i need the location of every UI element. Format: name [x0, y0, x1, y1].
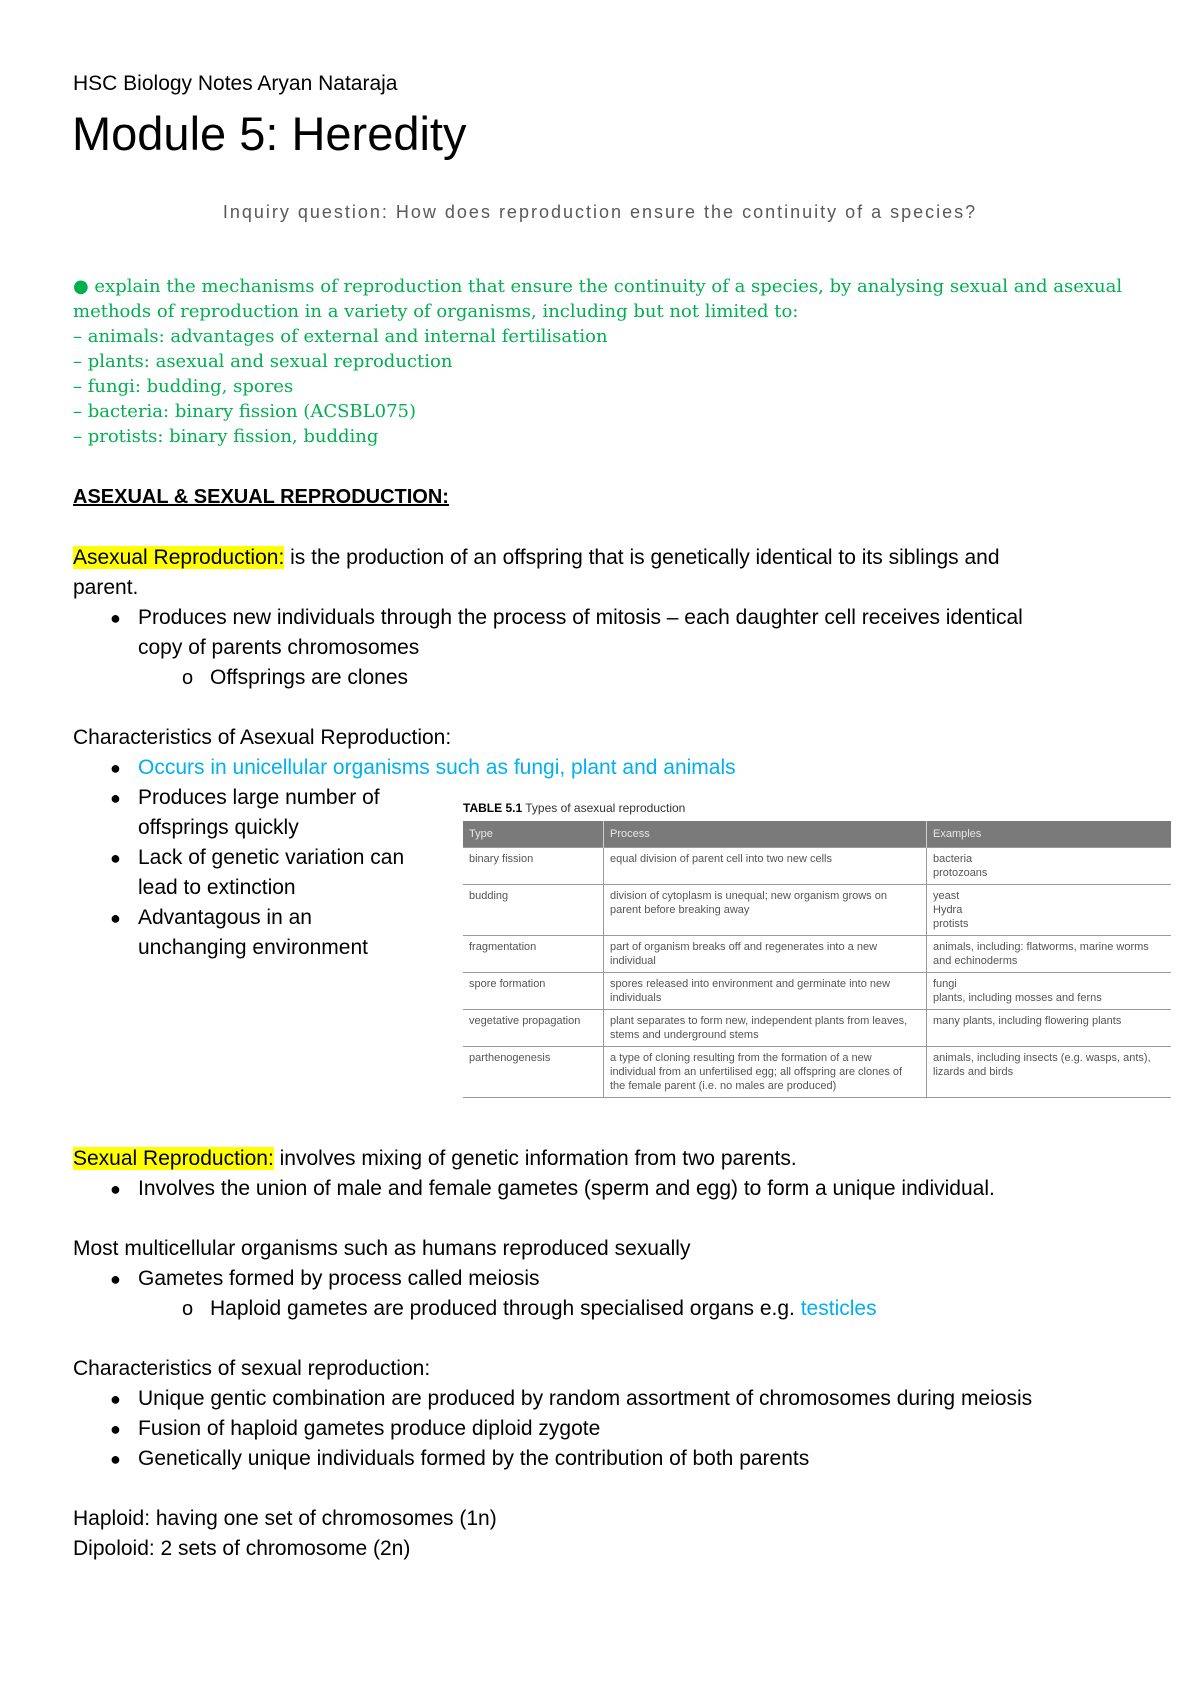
bullet-icon: ● — [110, 758, 121, 778]
cell-type: spore formation — [463, 973, 604, 1010]
table — [463, 821, 1171, 1098]
cell-process: equal division of parent cell into two new cells — [604, 848, 927, 885]
bullet-icon: ● — [110, 1449, 121, 1469]
table-row — [463, 1010, 1171, 1047]
haploid-definition: Haploid: having one set of chromosomes (1n) — [73, 1507, 497, 1530]
asexual-definition-text: is the production of an offspring that is genetically identical to its siblings and — [284, 546, 1000, 569]
asexual-characteristic — [110, 843, 404, 903]
asexual-sub-bullet — [182, 663, 408, 693]
bullet-text: Genetically unique individuals formed by the contribution of both parents — [138, 1447, 810, 1470]
cell-examples: animals, including: flatworms, marine worms and echinoderms — [927, 936, 1172, 973]
asexual-term: Asexual Reproduction: — [73, 546, 285, 569]
sexual-definition — [73, 1144, 797, 1174]
bullet-text: Gametes formed by process called meiosis — [138, 1267, 540, 1290]
asexual-bullet — [110, 603, 1023, 663]
bullet-text: Involves the union of male and female gametes (sperm and egg) to form a unique individual. — [138, 1177, 995, 1200]
sexual-characteristic — [110, 1444, 809, 1474]
circle-bullet-icon: o — [182, 1298, 194, 1320]
syllabus-outcomes — [73, 274, 1153, 449]
sexual-definition-text: involves mixing of genetic information from two parents. — [273, 1147, 797, 1170]
column-header: Type — [463, 821, 604, 848]
bullet-text: Occurs in unicellular organisms such as fungi, plant and animals — [138, 756, 736, 779]
bullet-icon: ● — [110, 608, 121, 628]
bullet-text: Produces large number of — [138, 786, 380, 809]
table-row — [463, 848, 1171, 885]
bullet-text: Fusion of haploid gametes produce diploid zygote — [138, 1417, 601, 1440]
section-heading: ASEXUAL & SEXUAL REPRODUCTION: — [73, 486, 449, 508]
asexual-types-table — [463, 801, 1171, 1098]
table-row — [463, 936, 1171, 973]
sexual-characteristic — [110, 1414, 600, 1444]
circle-bullet-icon: o — [182, 667, 194, 689]
diploid-definition: Dipoloid: 2 sets of chromosome (2n) — [73, 1537, 411, 1560]
bullet-text: Advantagous in an — [138, 906, 312, 929]
bullet-icon: ● — [110, 1389, 121, 1409]
cell-process: plant separates to form new, independent plants from leaves, stems and underground stems — [604, 1010, 927, 1047]
asexual-characteristics-heading: Characteristics of Asexual Reproduction: — [73, 726, 452, 749]
cell-process: part of organism breaks off and regenerates into a new individual — [604, 936, 927, 973]
bullet-text: Haploid gametes are produced through specialised organs e.g. — [210, 1297, 801, 1320]
column-header: Examples — [927, 821, 1172, 848]
cell-process: a type of cloning resulting from the formation of a new individual from an unfertilised egg; all offspring are clones of the female parent (i.e. no males are produced) — [604, 1047, 927, 1098]
table-row — [463, 973, 1171, 1010]
table-row — [463, 1047, 1171, 1098]
asexual-characteristic — [110, 903, 368, 963]
sexual-sub-bullet — [182, 1294, 877, 1324]
bullet-icon: ● — [110, 848, 121, 868]
bullet-text: Unique gentic combination are produced by random assortment of chromosomes during meiosis — [138, 1387, 1033, 1410]
inquiry-question: Inquiry question: How does reproduction ensure the continuity of a species? — [222, 202, 978, 222]
module-title: Module 5: Heredity — [72, 107, 467, 160]
bullet-icon: ● — [110, 788, 121, 808]
bullet-text: copy of parents chromosomes — [138, 636, 420, 659]
table-header-row — [463, 821, 1171, 848]
outcome-item: – plants: asexual and sexual reproduction — [73, 351, 453, 372]
asexual-characteristic — [110, 783, 380, 843]
table-row — [463, 885, 1171, 936]
bullet-icon: ● — [110, 908, 121, 928]
table-caption-label: TABLE 5.1 — [463, 801, 523, 815]
cell-process: division of cytoplasm is unequal; new organism grows on parent before breaking away — [604, 885, 927, 936]
cell-examples: animals, including insects (e.g. wasps, ants), lizards and birds — [927, 1047, 1172, 1098]
bullet-text: Produces new individuals through the process of mitosis – each daughter cell receives identical — [138, 606, 1023, 629]
bullet-text: unchanging environment — [138, 936, 368, 959]
cell-examples: bacteria protozoans — [927, 848, 1172, 885]
sexual-bullet — [110, 1264, 540, 1294]
outcome-item: – bacteria: binary fission (ACSBL075) — [73, 401, 416, 422]
outcome-intro: ● explain the mechanisms of reproduction that ensure the continuity of a species, by analysing sexual and asexual methods of reproduction in a variety of organisms, including but not limited to: — [73, 276, 1123, 322]
bullet-icon: ● — [110, 1269, 121, 1289]
column-header: Process — [604, 821, 927, 848]
asexual-characteristic — [110, 753, 736, 783]
cell-examples: yeast Hydra protists — [927, 885, 1172, 936]
sexual-term: Sexual Reproduction: — [73, 1147, 274, 1170]
bullet-icon: ● — [110, 1179, 121, 1199]
cell-type: fragmentation — [463, 936, 604, 973]
outcome-item: – animals: advantages of external and internal fertilisation — [73, 326, 608, 347]
asexual-definition-text: parent. — [73, 576, 139, 599]
cell-examples: many plants, including flowering plants — [927, 1010, 1172, 1047]
cell-process: spores released into environment and germinate into new individuals — [604, 973, 927, 1010]
header-line: HSC Biology Notes Aryan Nataraja — [73, 72, 398, 95]
bullet-text: Lack of genetic variation can — [138, 846, 405, 869]
asexual-definition — [73, 543, 1163, 603]
bullet-text: offsprings quickly — [138, 816, 299, 839]
sexual-bullet — [110, 1174, 995, 1204]
outcome-item: – protists: binary fission, budding — [73, 426, 379, 447]
cell-type: parthenogenesis — [463, 1047, 604, 1098]
table-caption — [463, 801, 1171, 815]
outcome-item: – fungi: budding, spores — [73, 376, 294, 397]
bullet-text: Offsprings are clones — [210, 666, 409, 689]
multicellular-text: Most multicellular organisms such as humans reproduced sexually — [73, 1237, 691, 1260]
cell-type: vegetative propagation — [463, 1010, 604, 1047]
cell-examples: fungi plants, including mosses and ferns — [927, 973, 1172, 1010]
bullet-text-highlight: testicles — [800, 1297, 877, 1320]
sexual-characteristics-heading: Characteristics of sexual reproduction: — [73, 1357, 431, 1380]
bullet-text: lead to extinction — [138, 876, 296, 899]
cell-type: binary fission — [463, 848, 604, 885]
sexual-characteristic — [110, 1384, 1032, 1414]
table-caption-text: Types of asexual reproduction — [522, 801, 686, 815]
bullet-icon: ● — [110, 1419, 121, 1439]
cell-type: budding — [463, 885, 604, 936]
